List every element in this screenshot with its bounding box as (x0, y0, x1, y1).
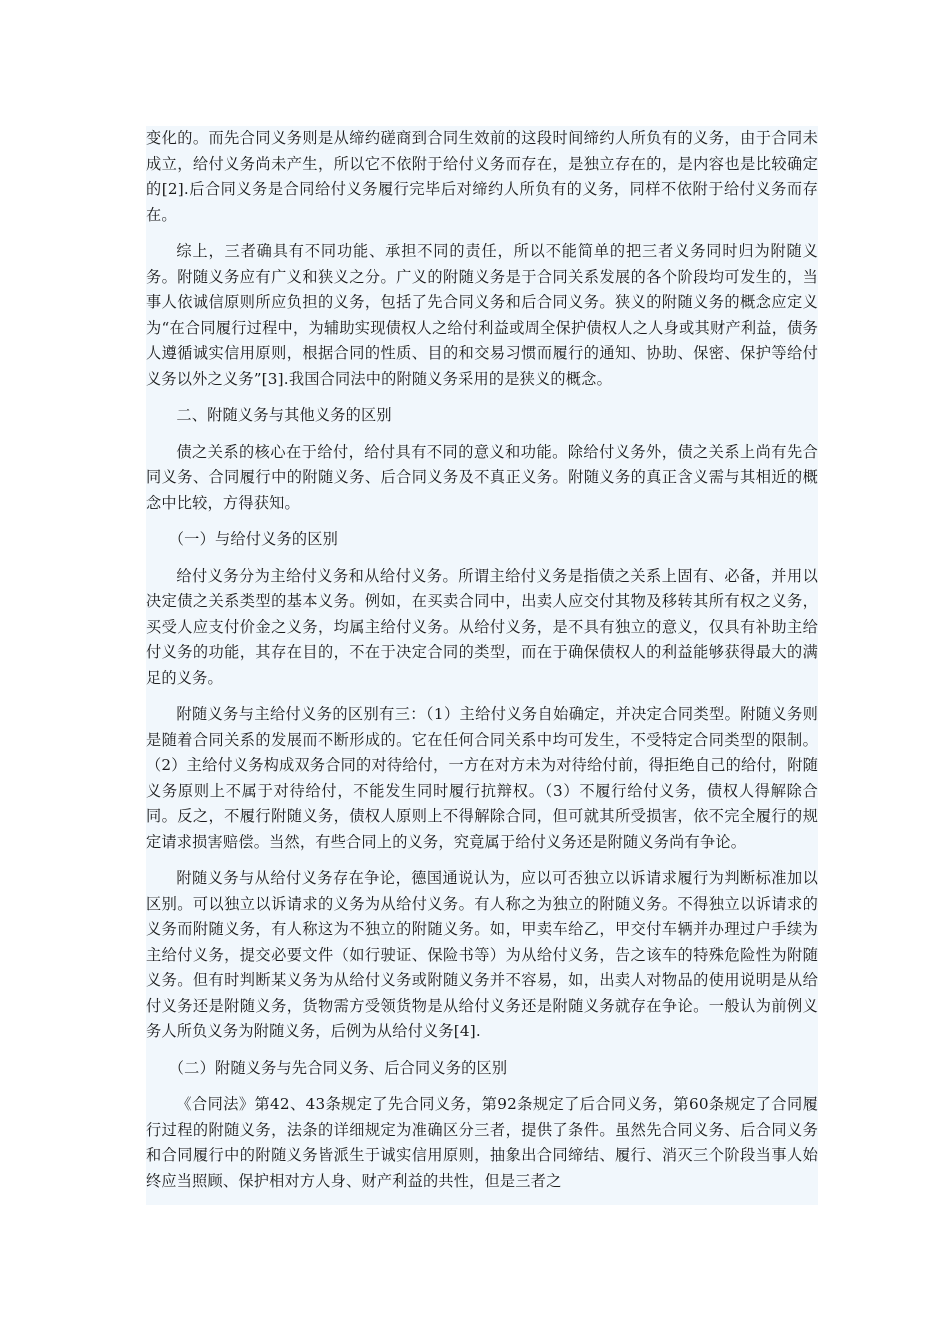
paragraph-7: 《合同法》第42、43条规定了先合同义务，第92条规定了后合同义务，第60条规定了合同履行过程的附随义务，法条的详细规定为准确区分三者，提供了条件。虽然先合同义务、后合同义务和合同履行中的附随义务皆派生于诚实信用原则，抽象出合同缔结、履行、消灭三个阶段当事人始终应当照顾、保护相对方人身、财产利益的共性，但是三者之 (146, 1095, 818, 1190)
paragraph-5: 附随义务与主给付义务的区别有三：（1）主给付义务自始确定，并决定合同类型。附随义务则是随着合同关系的发展而不断形成的。它在任何合同关系中均可发生，不受特定合同类型的限制。（2）主给付义务构成双务合同的对待给付，一方在对方未为对待给付前，得拒绝自己的给付，附随义务原则上不属于对待给付，不能发生同时履行抗辩权。（3）不履行给付义务，债权人得解除合同。反之，不履行附随义务，债权人原则上不得解除合同，但可就其所受损害，依不完全履行的规定请求损害赔偿。当然，有些合同上的义务，究竟属于给付义务还是附随义务尚有争论。 (146, 705, 818, 851)
subsection-heading-2: （二）附随义务与先合同义务、后合同义务的区别 (168, 1058, 508, 1077)
paragraph-4: 给付义务分为主给付义务和从给付义务。所谓主给付义务是指债之关系上固有、必备，并用以决定债之关系类型的基本义务。例如，在买卖合同中，出卖人应交付其物及移转其所有权之义务，买受人应支付价金之义务，均属主给付义务。从给付义务，是不具有独立的意义，仅具有补助主给付义务的功能，其存在目的，不在于决定合同的类型，而在于确保债权人的利益能够获得最大的满足的义务。 (146, 566, 818, 687)
paragraph-6: 附随义务与从给付义务存在争论，德国通说认为，应以可否独立以诉请求履行为判断标准加以区别。可以独立以诉请求的义务为从给付义务。有人称之为独立的附随义务。不得独立以诉请求的义务而附随义务，有人称这为不独立的附随义务。如，甲卖车给乙，甲交付车辆并办理过户手续为主给付义务，提交必要文件（如行驶证、保险书等）为从给付义务，告之该车的特殊危险性为附随义务。但有时判断某义务为从给付义务或附随义务并不容易，如，出卖人对物品的使用说明是从给付义务还是附随义务，货物需方受领货物是从给付义务还是附随义务就存在争论。一般认为前例义务人所负义务为附随义务，后例为从给付义务[4]. (146, 869, 818, 1040)
section-heading-2: 二、附随义务与其他义务的区别 (176, 406, 392, 424)
paragraph-2: 综上，三者确具有不同功能、承担不同的责任，所以不能简单的把三者义务同时归为附随义务。附随义务应有广义和狭义之分。广义的附随义务是于合同关系发展的各个阶段均可发生的，当事人依诚信原则所应负担的义务，包括了先合同义务和后合同义务。狭义的附随义务的概念应定义为“在合同履行过程中，为辅助实现债权人之给付利益或周全保护债权人之人身或其财产利益，债务人遵循诚实信用原则，根据合同的性质、目的和交易习惯而履行的通知、协助、保密、保护等给付义务以外之义务”[3].我国合同法中的附随义务采用的是狭义的概念。 (146, 242, 818, 388)
subsection-heading-1: （一）与给付义务的区别 (168, 530, 339, 548)
text-body (146, 126, 818, 1205)
paragraph-3: 债之关系的核心在于给付，给付具有不同的意义和功能。除给付义务外，债之关系上尚有先合同义务、合同履行中的附随义务、后合同义务及不真正义务。附随义务的真正含义需与其相近的概念中比较，方得获知。 (146, 442, 818, 512)
paragraph-1: 变化的。而先合同义务则是从缔约磋商到合同生效前的这段时间缔约人所负有的义务，由于合同未成立，给付义务尚未产生，所以它不依附于给付义务而存在，是独立存在的，是内容也是比较确定的[2].后合同义务是合同给付义务履行完毕后对缔约人所负有的义务，同样不依附于给付义务而存在。 (146, 129, 818, 224)
